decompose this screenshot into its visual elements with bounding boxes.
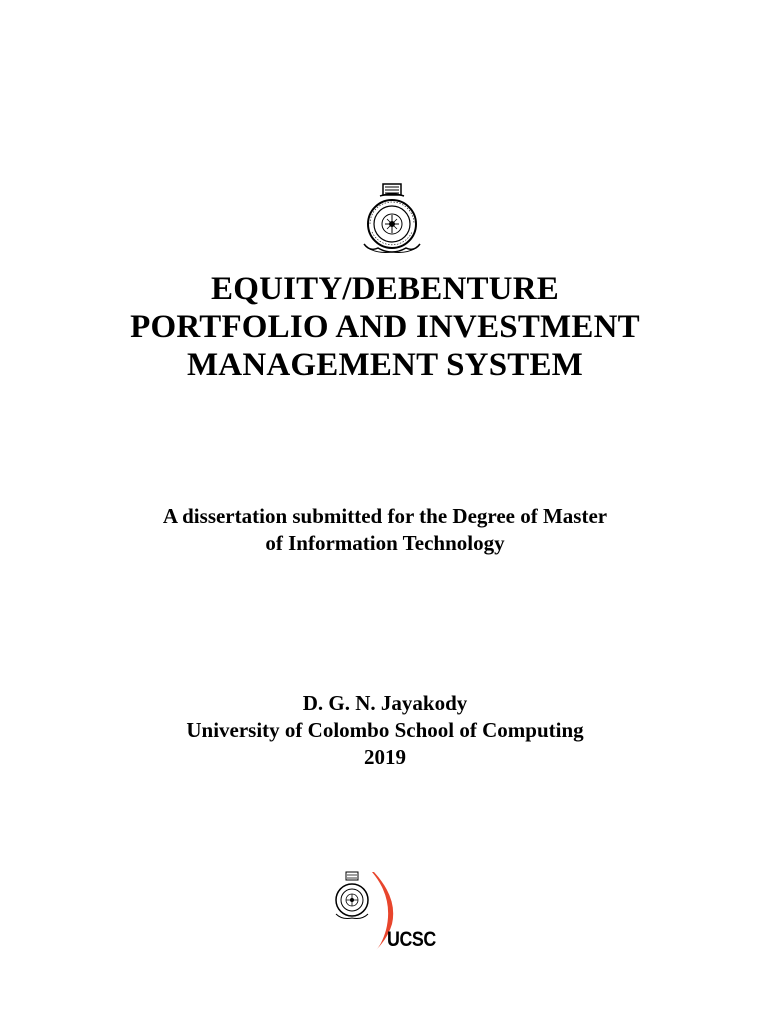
institution-name: University of Colombo School of Computing xyxy=(186,718,584,742)
title-line-2: PORTFOLIO AND INVESTMENT xyxy=(130,309,640,345)
submission-year: 2019 xyxy=(364,745,406,769)
subtitle-line-1: A dissertation submitted for the Degree of Master xyxy=(162,504,608,528)
university-crest-icon xyxy=(356,182,428,258)
dissertation-statement xyxy=(60,503,710,557)
document-title xyxy=(60,270,710,384)
subtitle-line-2: of Information Technology xyxy=(265,531,505,555)
author-block xyxy=(60,690,710,771)
title-line-1: EQUITY/DEBENTURE xyxy=(211,271,559,307)
ucsc-logo-text: UCSC xyxy=(387,928,436,951)
author-name: D. G. N. Jayakody xyxy=(302,691,468,715)
title-line-3: MANAGEMENT SYSTEM xyxy=(186,347,584,383)
